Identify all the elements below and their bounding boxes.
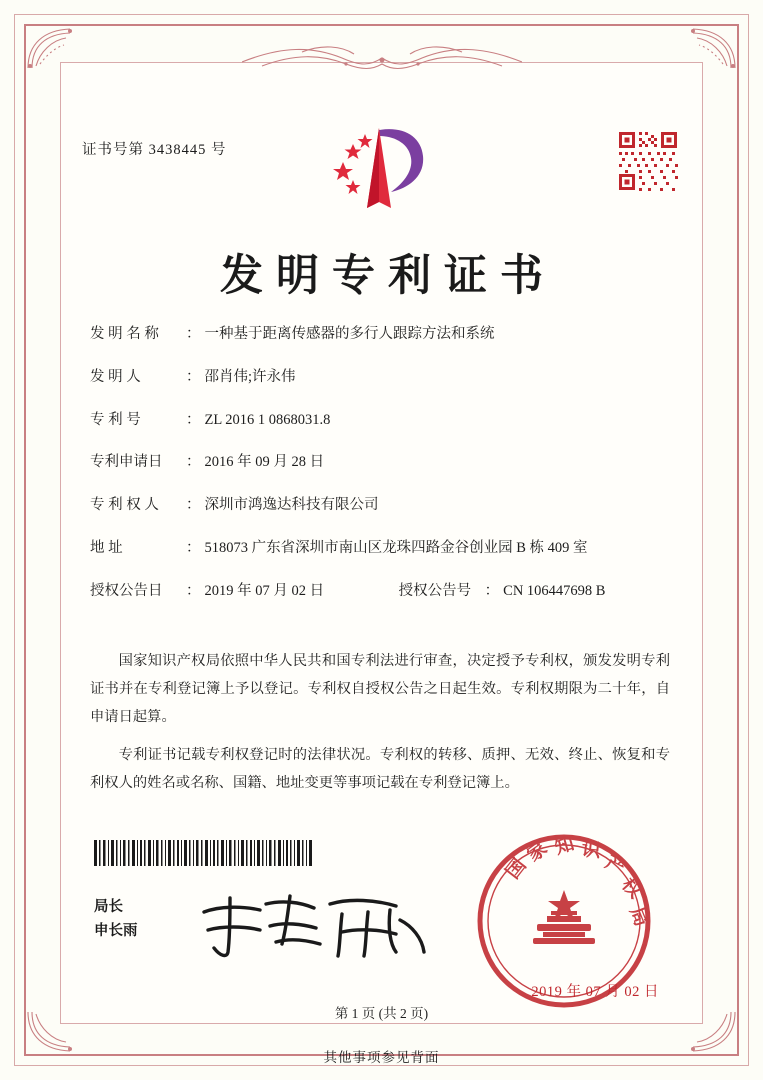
field-label: 授权公告日 <box>90 582 163 599</box>
svg-text:知: 知 <box>552 832 577 859</box>
director-block <box>94 896 138 944</box>
field-colon: ： <box>186 326 201 342</box>
field-label: 发 明 名 称 <box>90 326 159 342</box>
seal-date: 2019 年 07 月 02 日 <box>531 984 659 1000</box>
field-colon: ： <box>186 539 201 556</box>
field-label: 地 址 <box>90 539 123 556</box>
field-colon: ： <box>186 582 201 599</box>
page-indicator: 第 1 页 (共 2 页) <box>334 1006 429 1021</box>
svg-text:产: 产 <box>601 850 629 880</box>
field-row-application-date <box>90 452 680 474</box>
paragraph-1: 国家知识产权局依照中华人民共和国专利法进行审查，决定授予专利权，颁发发明专利证书并在专利登记簿上予以登记。专利权自授权公告之日起生效。专利权期限为二十年，自申请日起算。 <box>90 653 670 725</box>
field-value: ZL 2016 1 0868031.8 <box>204 411 331 428</box>
svg-text:局: 局 <box>625 903 653 930</box>
field-row-grant-announcement <box>90 581 680 603</box>
field-value: CN 106447698 B <box>503 582 606 599</box>
field-colon: ： <box>484 582 500 599</box>
field-value: 邵肖伟;许永伟 <box>204 368 296 385</box>
svg-text:识: 识 <box>580 838 602 862</box>
field-colon: ： <box>186 411 201 428</box>
footer-note: 其他事项参见背面 <box>323 1050 440 1065</box>
field-row-inventor <box>90 367 680 389</box>
field-label: 专利申请日 <box>90 454 163 471</box>
svg-text:权: 权 <box>617 873 647 903</box>
field-value: 2016 年 09 月 28 日 <box>204 454 325 471</box>
handwritten-signature-icon <box>190 890 440 962</box>
field-colon: ： <box>186 368 201 385</box>
field-value: 深圳市鸿逸达科技有限公司 <box>204 497 379 513</box>
svg-text:国: 国 <box>501 854 531 884</box>
field-value: 一种基于距离传感器的多行人跟踪方法和系统 <box>204 326 495 342</box>
field-row-patentee <box>90 495 680 517</box>
field-row-patent-number <box>90 410 680 432</box>
field-label: 专 利 号 <box>90 411 141 428</box>
field-list <box>90 324 680 623</box>
field-row-invention-name <box>90 324 680 346</box>
director-title: 局长 <box>94 899 123 915</box>
qr-code-icon <box>617 130 679 192</box>
field-label: 发 明 人 <box>90 368 141 385</box>
barcode-icon <box>94 840 312 866</box>
document-title: 发明专利证书 <box>220 251 556 301</box>
field-colon: ： <box>186 497 201 513</box>
field-value: 2019 年 07 月 02 日 <box>204 582 325 599</box>
field-value: 518073 广东省深圳市南山区龙珠四路金谷创业园 B 栋 409 室 <box>204 539 588 556</box>
field-label: 专 利 权 人 <box>90 497 159 513</box>
director-name: 申长雨 <box>94 922 138 939</box>
field-colon: ： <box>186 454 201 471</box>
cnipa-logo-icon <box>317 122 447 218</box>
field-label: 授权公告号 <box>398 582 472 599</box>
paragraph-2: 专利证书记载专利权登记时的法律状况。专利权的转移、质押、无效、终止、恢复和专利权人的姓名或名称、国籍、地址变更等事项记载在专利登记簿上。 <box>90 746 670 791</box>
certificate-number: 证书号第 3438445 号 <box>82 142 227 158</box>
certificate-content <box>60 62 703 1024</box>
field-row-address <box>90 538 680 560</box>
legal-text <box>90 648 670 807</box>
svg-text:家: 家 <box>523 837 552 867</box>
